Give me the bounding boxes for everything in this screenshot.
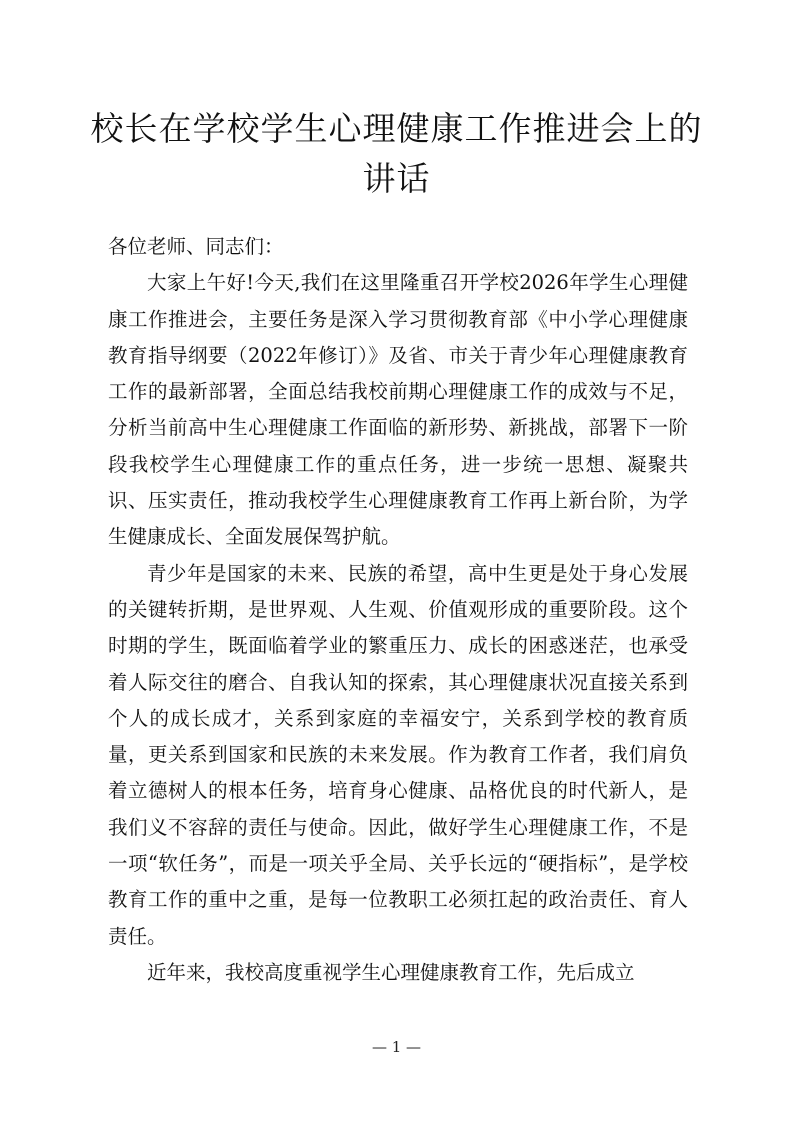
document-body <box>108 229 688 991</box>
page-number: — 1 — <box>371 1038 422 1056</box>
paragraph-3: 近年来，我校高度重视学生心理健康教育工作，先后成立 <box>147 960 635 984</box>
paragraph-1: 大家上午好!今天,我们在这里隆重召开学校2026年学生心理健康工作推进会，主要任务是深入学习贯彻教育部《中小学心理健康教育指导纲要（2022年修订）》及省、市关于青少年心理健康教育工作的最新部署，全面总结我校前期心理健康工作的成效与不足，分析当前高中生心理健康工作面临的新形势、新挑战，部署下一阶段我校学生心理健康工作的重点任务，进一步统一思想、凝聚共识、压实责任，推动我校学生心理健康教育工作再上新台阶，为学生健康成长、全面发展保驾护航。 <box>108 271 688 549</box>
paragraph-2: 青少年是国家的未来、民族的希望，高中生更是处于身心发展的关键转折期，是世界观、人生观、价值观形成的重要阶段。这个时期的学生，既面临着学业的繁重压力、成长的困惑迷茫，也承受着人际交往的磨合、自我认知的探索，其心理健康状况直接关系到个人的成长成才，关系到家庭的幸福安宁，关系到学校的教育质量，更关系到国家和民族的未来发展。作为教育工作者，我们肩负着立德树人的根本任务，培育身心健康、品格优良的时代新人，是我们义不容辞的责任与使命。因此，做好学生心理健康工作，不是一项“软任务”，而是一项关乎全局、关乎长远的“硬指标”，是学校教育工作的重中之重，是每一位教职工必须扛起的政治责任、育人责任。 <box>108 561 688 948</box>
document-title: 校长在学校学生心理健康工作推进会上的讲话 <box>90 109 703 198</box>
salutation: 各位老师、同志们： <box>108 235 284 258</box>
